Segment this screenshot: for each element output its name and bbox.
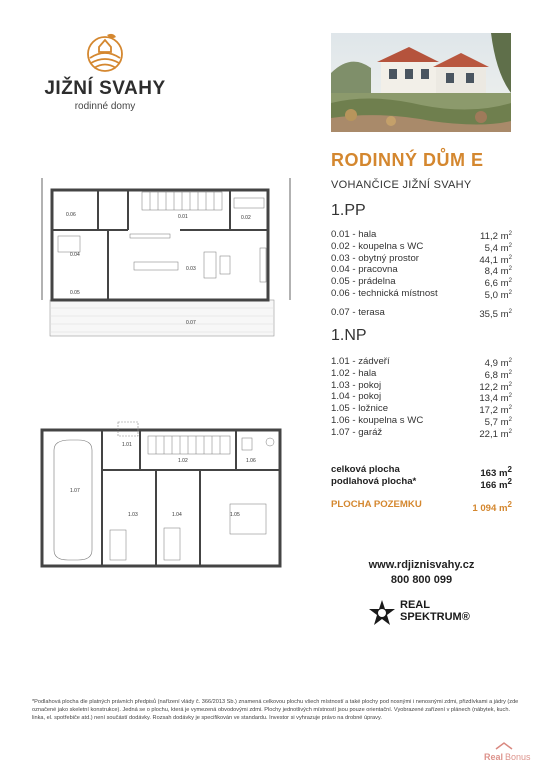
room-row: 0.01 - hala 11,2 $m^2$ [331,229,512,243]
room-row: 1.04 - pokoj 13,4 $m^2$ [331,391,512,405]
star-logo-icon [368,599,396,627]
brand-subtitle: rodinné domy [74,101,136,112]
svg-text:Bonus: Bonus [505,752,531,762]
svg-text:1.01: 1.01 [122,442,132,448]
room-row: 1.05 - ložnice 17,2 $m^2$ [331,403,512,417]
svg-text:0.01: 0.01 [178,214,188,220]
total-area-label: celková plocha [331,464,400,475]
svg-text:0.07: 0.07 [186,320,196,326]
svg-text:1.07: 1.07 [70,488,80,494]
room-list-ground [331,356,512,439]
svg-text:1.04: 1.04 [172,512,182,518]
realbonus-watermark [478,740,538,762]
area-totals: celková plocha 163 $m^2$ podlahová plocha* 166 $m^2$ [331,464,512,491]
floor-plan-basement [30,178,292,340]
floor-heading-basement: 1.PP [331,202,366,219]
room-row: 0.03 - obytný prostor 44,1 $m^2$ [331,252,512,266]
svg-text:1.02: 1.02 [178,458,188,464]
floor-area-label: podlahová plocha* [331,475,417,487]
house-hills-logo-icon [85,30,125,74]
real-spektrum-logo: REAL SPEKTRUM® [368,597,488,631]
terrace-row: 0.07 - terasa 35,5 $m^2$ [331,307,512,321]
svg-text:Real: Real [484,752,504,762]
brand-name: JIŽNÍ SVAHY [44,78,166,99]
svg-text:1.05: 1.05 [230,512,240,518]
floor-plan-ground [30,410,292,570]
room-row: 0.06 - technická místnost 5,0 $m^2$ [331,287,512,302]
room-row: 1.02 - hala 6,8 $m^2$ [331,367,512,381]
plot-area: PLOCHA POZEMKU 1 094 $m^2$ [331,499,512,515]
room-row: 1.06 - koupelna s WC 5,7 $m^2$ [331,414,512,429]
svg-text:0.03: 0.03 [186,266,196,272]
svg-text:0.05: 0.05 [70,290,80,296]
room-row: 0.02 - koupelna s WC 5,4 $m^2$ [331,240,512,254]
phone-number[interactable]: 800 800 099 [390,574,453,586]
svg-text:0.04: 0.04 [70,252,80,258]
room-list-basement [331,229,512,300]
svg-text:0.02: 0.02 [241,215,251,221]
room-row: 0.04 - pracovna 8,4 $m^2$ [331,264,512,278]
room-row: 1.01 - zádveří 4,9 $m^2$ [331,356,512,370]
svg-text:1.03: 1.03 [128,512,138,518]
location-title: VOHANČICE JIŽNÍ SVAHY [331,179,472,191]
brand-logo [40,30,170,130]
room-row: 0.05 - prádelna 6,6 $m^2$ [331,276,512,290]
house-visualization-photo [331,33,511,132]
room-row: 1.07 - garáž 22,1 $m^2$ [331,426,512,440]
svg-text:1.06: 1.06 [246,458,256,464]
footnote: *Podlahová plocha dle platných právních předpisů (nařízení vlády č. 366/2013 Sb.) znamená celkovou plochu všech místností a také plochy pod nosnými i nenosnými zdmi, přizdívkami a jádry (zde označené jako skeletní konstrukce). Jedná se o plochu, která je vymezená obvodovými zdmi. Plochy jednotlivých místností jsou pouze orientační. Vyobrazené zařízení v plánech (nábytek, kuch. linka, el. spotřebiče atd.) není součástí dodávky. Rozsah dodávky je specifikován ve standardu. Investor si vyhrazuje právo na drobné úpravy. [32,699,519,721]
website-link[interactable]: www.rdjiznisvahy.cz [368,559,475,571]
floor-heading-ground: 1.NP [331,327,367,344]
house-title: RODINNÝ DŮM E [331,150,484,170]
svg-text:0.06: 0.06 [66,212,76,218]
room-row: 1.03 - pokoj 12,2 $m^2$ [331,379,512,393]
